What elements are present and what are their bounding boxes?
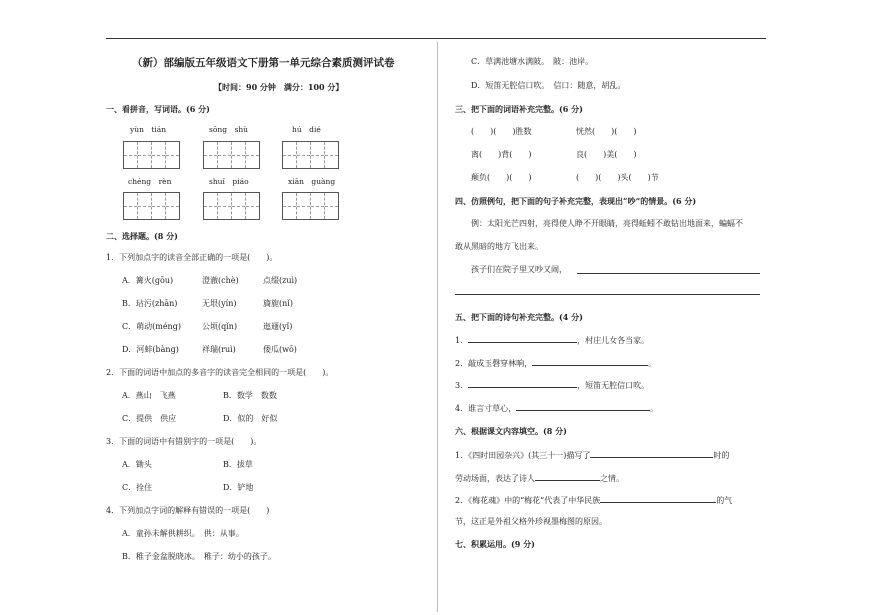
- q1-a3: 点缀(zuì): [263, 276, 298, 285]
- pinyin-6: xiān guàng: [288, 177, 336, 186]
- q1-stem: 1．下列加点字的读音全部正确的一项是( )。: [106, 253, 278, 262]
- s5-blank-3[interactable]: [468, 379, 577, 388]
- s5-line-3: 3． ，短笛无腔信口吹。: [455, 381, 650, 390]
- writing-grid-1[interactable]: [123, 141, 180, 169]
- q4-c: C．草满池塘水满陂。 陂：池岸。: [471, 57, 594, 66]
- q4-stem: 4．下列加点字词的解释有错误的一项是( ): [106, 506, 270, 515]
- writing-grid-5[interactable]: [203, 192, 260, 220]
- s6-line-4: 节，这正是外祖父格外珍视墨梅图的原因。: [455, 517, 607, 526]
- q3-c: C．拴住: [122, 483, 153, 492]
- q1-d3: 倭瓜(wō): [263, 345, 297, 354]
- s4-answer-line-1[interactable]: [577, 273, 760, 274]
- top-rule: [106, 38, 766, 39]
- s3-word-6[interactable]: ( )( )头( )节: [576, 173, 659, 182]
- s4-answer-line-2[interactable]: [455, 294, 760, 295]
- s5-blank-1[interactable]: [468, 334, 577, 343]
- q1-d1: D．河蚌(bàng): [122, 345, 179, 354]
- q3-b: B．拔草: [223, 460, 253, 469]
- q1-b3: 旖旎(nǐ): [263, 299, 293, 308]
- q1-c3: 迤逦(yǐ): [263, 322, 293, 331]
- s6-line-3: 2．《梅花魂》中的“梅花”代表了中华民族 的气: [455, 496, 733, 505]
- s3-word-3[interactable]: 离( )背( ): [471, 150, 532, 159]
- q1-b2: 无垠(yín): [202, 299, 237, 308]
- section-6-heading: 六、根据课文内容填空。(8 分): [455, 426, 567, 436]
- pinyin-4: chéng rèn: [128, 177, 172, 186]
- pinyin-1: yùn tián: [130, 125, 167, 134]
- q1-c2: 公顷(qǐn): [202, 322, 238, 331]
- s3-word-1[interactable]: ( )( )胜数: [471, 127, 532, 136]
- s3-word-4[interactable]: 良( )美( ): [576, 150, 637, 159]
- q2-d: D．似的 好似: [223, 414, 278, 423]
- s4-example-line-2: 敢从黑暗的地方飞出来。: [455, 242, 543, 251]
- section-4-heading: 四、仿照例句，把下面的句子补充完整，表现出“吵”的情景。(6 分): [455, 196, 697, 206]
- s4-example-line-1: 例：太阳光芒四射，亮得使人睁不开眼睛，亮得蚯蚓不敢钻出地面来，蝙蝠不: [471, 219, 743, 228]
- s5-blank-4[interactable]: [516, 402, 650, 411]
- q2-a: A．燕山 飞燕: [122, 391, 176, 400]
- q2-stem: 2．下面的词语中加点的多音字的读音完全相同的一项是( )。: [106, 368, 334, 377]
- q3-d: D．铲地: [223, 483, 254, 492]
- s4-prompt: 孩子们在院子里又吵又闹，: [471, 265, 567, 274]
- q3-a: A．锄头: [122, 460, 152, 469]
- s6-blank-2[interactable]: [535, 472, 600, 481]
- q4-a: A．童孙未解供耕织。 供：从事。: [122, 529, 244, 538]
- section-2-heading: 二、选择题。(8 分): [106, 231, 178, 241]
- s3-word-2[interactable]: 恍然( )( ): [576, 127, 637, 136]
- s6-line-2: 劳动场面，表达了诗人 之情。: [455, 474, 624, 483]
- exam-info: 【时间：90 分钟 满分：100 分】: [214, 82, 344, 92]
- q3-stem: 3．下面的词语中有错别字的一项是( )。: [106, 437, 262, 446]
- s5-blank-2[interactable]: [532, 357, 648, 366]
- writing-grid-6[interactable]: [282, 192, 339, 220]
- writing-grid-4[interactable]: [123, 192, 180, 220]
- section-1-heading: 一、看拼音，写词语。(6 分): [106, 104, 210, 114]
- section-5-heading: 五、把下面的诗句补充完整。(4 分): [455, 312, 583, 322]
- q4-d: D．短笛无腔信口吹。 信口：随意，胡乱。: [471, 81, 626, 90]
- s6-blank-1[interactable]: [590, 449, 713, 458]
- q1-a2: 澄澈(chè): [202, 276, 239, 285]
- s6-blank-3[interactable]: [600, 494, 716, 503]
- q2-c: C．提供 供应: [122, 414, 177, 423]
- s3-word-5[interactable]: 颠负( )( ): [471, 173, 532, 182]
- s5-line-1: 1． ，村庄儿女各当家。: [455, 336, 650, 345]
- q1-d2: 祥瑞(ruì): [202, 345, 236, 354]
- q1-b1: B．玷污(zhān): [122, 299, 178, 308]
- writing-grid-3[interactable]: [282, 141, 339, 169]
- q1-c1: C．萌动(méng): [122, 322, 181, 331]
- q1-a1: A．篝火(gōu): [122, 276, 174, 285]
- s5-line-2: 2．敲成玉磬穿林响， 。: [455, 359, 657, 368]
- page-title: （新）部编版五年级语文下册第一单元综合素质测评试卷: [132, 57, 395, 69]
- q2-b: B．数学 数数: [223, 391, 277, 400]
- s5-line-4: 4．谁言寸草心， 。: [455, 404, 659, 413]
- q4-b: B．稚子金盆脱晓冰。 稚子：幼小的孩子。: [122, 552, 276, 561]
- pinyin-2: sōng shù: [209, 125, 249, 134]
- s6-line-1: 1．《四时田园杂兴》(其三十一)描写了 时的: [455, 451, 730, 460]
- column-divider: [437, 42, 438, 612]
- pinyin-5: shuǐ piáo: [209, 177, 249, 186]
- section-7-heading: 七、积累运用。(9 分): [455, 539, 535, 549]
- section-3-heading: 三、把下面的词语补充完整。(6 分): [455, 104, 583, 114]
- pinyin-3: hú dié: [292, 125, 321, 134]
- writing-grid-2[interactable]: [203, 141, 260, 169]
